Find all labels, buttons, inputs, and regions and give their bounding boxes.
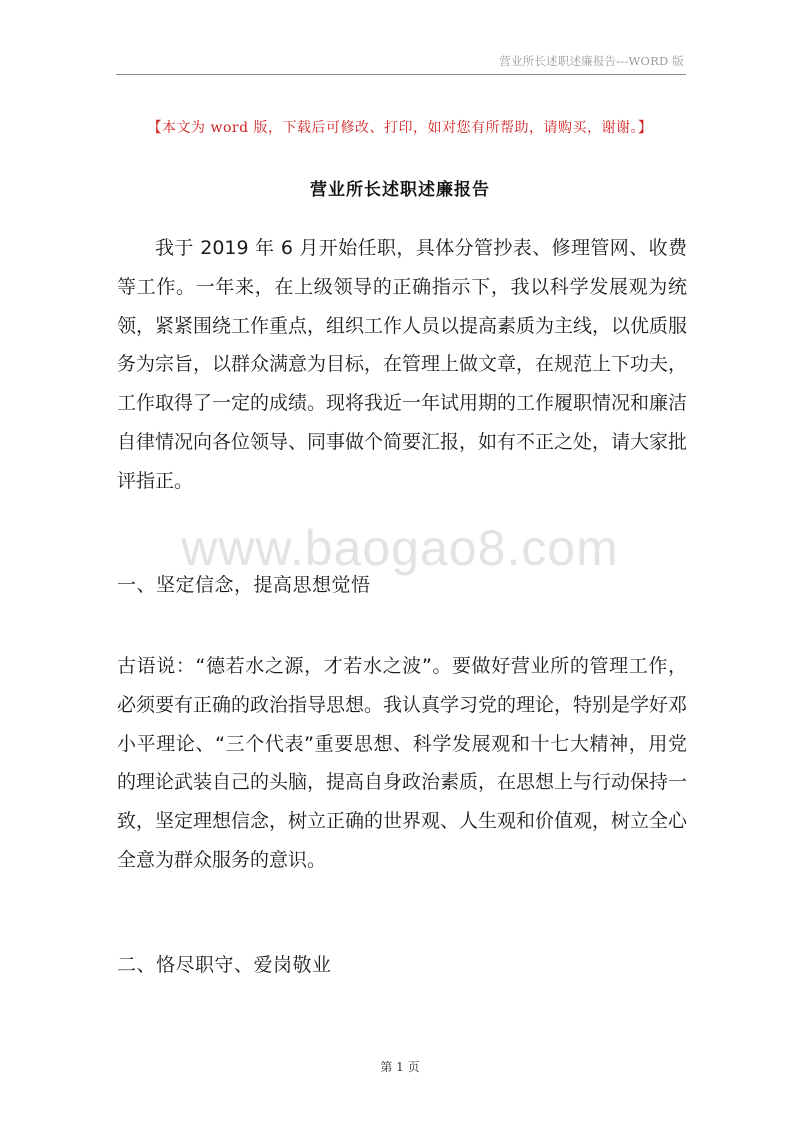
- document-title: 营业所长述职述廉报告: [310, 180, 490, 200]
- running-header: 营业所长述职述廉报告---WORD 版: [499, 54, 684, 68]
- page-number: 第 1 页: [380, 1060, 420, 1074]
- watermark: www.baogao8.com: [181, 520, 619, 576]
- intro-paragraph: 我于 2019 年 6 月开始任职，具体分管抄表、修理管网、收费等工作。一年来，在上级领导的正确指示下，我以科学发展观为统领，紧紧围绕工作重点，组织工作人员以提高素质为主线，以优质服务为宗旨，以群众满意为目标，在管理上做文章，在规范上下功夫，工作取得了一定的成绩。现将我近一年试用期的工作履职情况和廉洁自律情况向各位领导、同事做个简要汇报，如有不正之处，请大家批评指正。: [117, 237, 688, 492]
- section-1-heading: 一、坚定信念，提高思想觉悟: [117, 574, 371, 596]
- purchase-notice: 【本文为 word 版，下载后可修改、打印，如对您有所帮助，请购买，谢谢。】: [147, 120, 653, 136]
- section-1-paragraph: 古语说：“德若水之源，才若水之波”。要做好营业所的管理工作，必须要有正确的政治指导思想。我认真学习党的理论，特别是学好邓小平理论、“三个代表”重要思想、科学发展观和十七大精神，用党的理论武装自己的头脑，提高自身政治素质，在思想上与行动保持一致，坚定理想信念，树立正确的世界观、人生观和价值观，树立全心全意为群众服务的意识。: [117, 655, 688, 871]
- header-divider: [116, 74, 686, 75]
- section-2-heading: 二、恪尽职守、爱岗敬业: [117, 954, 332, 976]
